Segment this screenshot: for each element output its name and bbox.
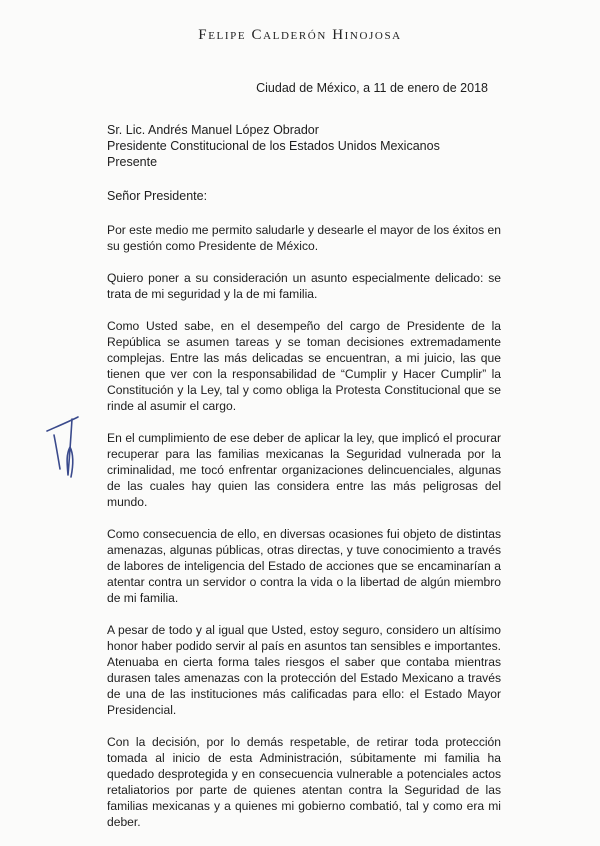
recipient-present: Presente xyxy=(107,155,158,169)
paragraph: Por este medio me permito saludarle y desearle el mayor de los éxitos en su gestión como Presidente de México. xyxy=(107,223,501,253)
letterhead: Felipe Calderón Hinojosa xyxy=(198,27,402,43)
letter-body xyxy=(107,222,501,846)
paragraph: Quiero poner a su consideración un asunto especialmente delicado: se trata de mi seguridad y la de mi familia. xyxy=(107,271,501,301)
paragraph: Como Usted sabe, en el desempeño del cargo de Presidente de la República se asumen tareas y se toman decisiones extremadamente complejas. Entre las más delicadas se encuentran, a mi juicio, las que tienen que ver con la responsabilidad de “Cumplir y Hacer Cumplir” la Constitución y la Ley, tal y como obliga la Protesta Constitucional que se rinde al asumir el cargo. xyxy=(107,319,501,413)
paragraph: Con la decisión, por lo demás respetable, de retirar toda protección tomada al inicio de esta Administración, súbitamente mi familia ha quedado desprotegida y en consecuencia vulnerable a potenciales actos retaliatorios por parte de quienes atentan contra la Seguridad de las familias mexicanas y a quienes mi gobierno combatió, tal y como era mi deber. xyxy=(107,735,501,829)
paragraph: Como consecuencia de ello, en diversas ocasiones fui objeto de distintas amenazas, algunas públicas, otras directas, y tuve conocimiento a través de labores de inteligencia del Estado de acciones que se encaminarían a atentar contra un servidor o contra la vida o la libertad de algún miembro de mi familia. xyxy=(107,527,501,605)
recipient-block xyxy=(107,122,440,170)
recipient-name: Sr. Lic. Andrés Manuel López Obrador xyxy=(107,123,319,137)
handwritten-initial-mark xyxy=(44,405,94,483)
paragraph: A pesar de todo y al igual que Usted, estoy seguro, considero un altísimo honor haber podido servir al país en asuntos tan sensibles e importantes. Atenuaba en cierta forma tales riesgos el saber que contaba mientras durasen tales amenazas con la protección del Estado Mexicano a través de una de las instituciones más calificadas para ello: el Estado Mayor Presidencial. xyxy=(107,623,501,717)
salutation: Señor Presidente: xyxy=(107,189,208,203)
recipient-title: Presidente Constitucional de los Estados Unidos Mexicanos xyxy=(107,139,440,153)
paragraph: En el cumplimiento de ese deber de aplicar la ley, que implicó el procurar recuperar para las familias mexicanas la Seguridad vulnerada por la criminalidad, me tocó enfrentar organizaciones delincuenciales, algunas de las cuales hay quien las considera entre las más peligrosas del mundo. xyxy=(107,431,501,509)
date-line: Ciudad de México, a 11 de enero de 2018 xyxy=(256,81,488,95)
